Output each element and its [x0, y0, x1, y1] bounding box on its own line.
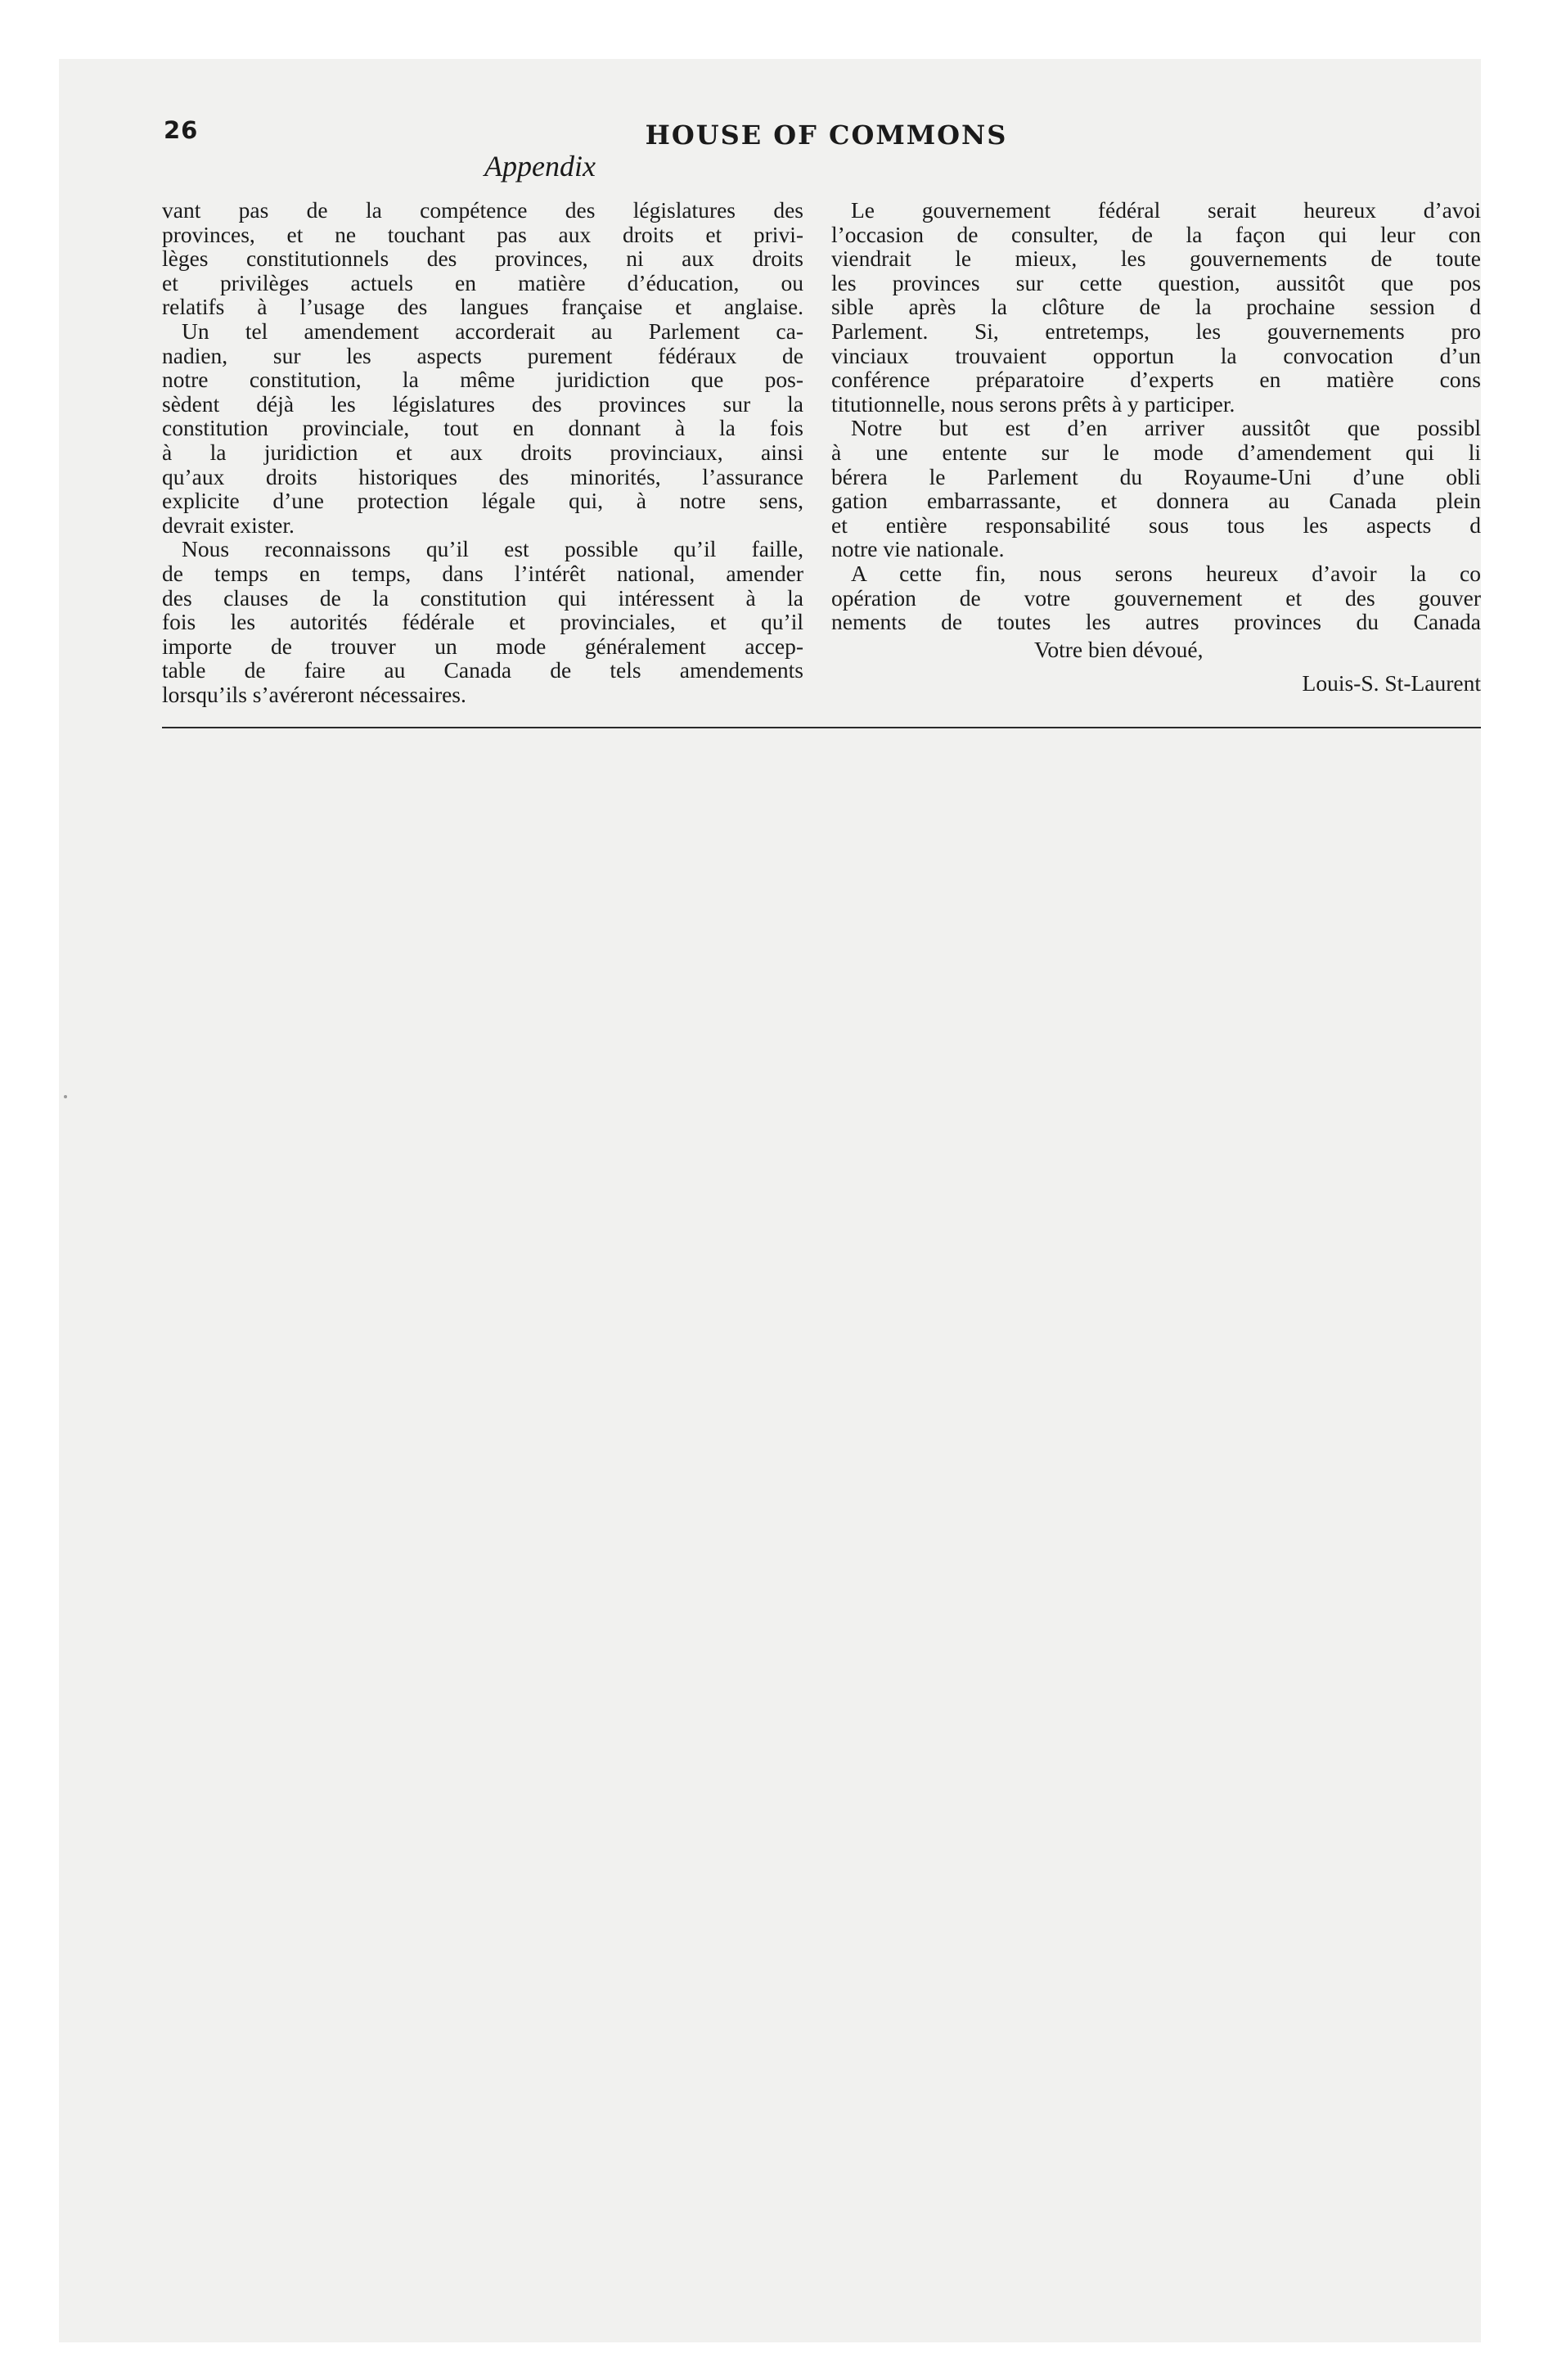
text-line: relatifs à l’usage des langues française et anglaise. [162, 294, 803, 320]
closing-salutation: Votre bien dévoué, [1034, 636, 1204, 662]
text-line: constitution provinciale, tout en donnant à la fois [162, 415, 803, 441]
text-line: Nous reconnaissons qu’il est possible qu’il faille, [182, 536, 803, 562]
section-label: Appendix [484, 150, 596, 183]
margin-mark [64, 1095, 67, 1098]
text-line: bérera le Parlement du Royaume-Uni d’une obli [831, 463, 1481, 489]
text-line: A cette fin, nous serons heureux d’avoir la co [851, 560, 1481, 586]
running-head: HOUSE OF COMMONS [645, 119, 1008, 151]
page-number: 26 [164, 116, 199, 144]
text-line: opération de votre gouvernement et des gouver [831, 584, 1481, 611]
text-line: notre vie nationale. [831, 536, 1005, 562]
text-line: provinces, et ne touchant pas aux droits et privi- [162, 221, 803, 247]
left-column [162, 198, 803, 706]
text-line: vant pas de la compétence des législatures des [162, 197, 803, 223]
text-line: Parlement. Si, entretemps, les gouvernements pro [831, 318, 1481, 344]
horizontal-rule [162, 727, 1481, 728]
text-line: sible après la clôture de la prochaine session d [831, 294, 1481, 320]
text-line: lèges constitutionnels des provinces, ni aux droits [162, 246, 803, 272]
text-line: gation embarrassante, et donnera au Canada plein [831, 488, 1481, 514]
text-line: les provinces sur cette question, aussitôt que pos [831, 269, 1481, 295]
text-line: de temps en temps, dans l’intérêt national, amender [162, 560, 803, 586]
text-line: notre constitution, la même juridiction que pos- [162, 367, 803, 393]
text-line: lorsqu’ils s’avéreront nécessaires. [162, 681, 466, 707]
text-line: importe de trouver un mode généralement accep- [162, 633, 803, 659]
text-line: l’occasion de consulter, de la façon qui leur con [831, 221, 1481, 247]
text-line: sèdent déjà les législatures des provinces sur la [162, 390, 803, 417]
text-line: explicite d’une protection légale qui, à notre sens, [162, 488, 803, 514]
text-line: et privilèges actuels en matière d’éducation, ou [162, 269, 803, 295]
text-line: et entière responsabilité sous tous les aspects d [831, 512, 1481, 538]
text-line: conférence préparatoire d’experts en matière cons [831, 367, 1481, 393]
text-line: à la juridiction et aux droits provinciaux, ainsi [162, 439, 803, 465]
text-line: Le gouvernement fédéral serait heureux d’avoi [851, 198, 1481, 223]
text-line: des clauses de la constitution qui intéressent à la [162, 584, 803, 611]
text-line: nadien, sur les aspects purement fédéraux de [162, 342, 803, 368]
right-column [831, 198, 1481, 696]
text-line: devrait exister. [162, 512, 295, 538]
text-line: fois les autorités fédérale et provinciales, et qu’il [162, 609, 803, 635]
text-line: vinciaux trouvaient opportun la convocation d’un [831, 342, 1481, 368]
signature: Louis-S. St-Laurent [1302, 670, 1481, 696]
text-line: Notre but est d’en arriver aussitôt que possibl [851, 415, 1481, 441]
text-line: nements de toutes les autres provinces du Canada [831, 609, 1481, 635]
text-line: Un tel amendement accorderait au Parlement ca- [182, 318, 803, 344]
text-line: à une entente sur le mode d’amendement qui li [831, 439, 1481, 465]
text-line: qu’aux droits historiques des minorités, l’assurance [162, 463, 803, 489]
text-line: titutionnelle, nous serons prêts à y participer. [831, 390, 1235, 417]
text-line: table de faire au Canada de tels amendements [162, 657, 803, 683]
text-line: viendrait le mieux, les gouvernements de toute [831, 246, 1481, 272]
